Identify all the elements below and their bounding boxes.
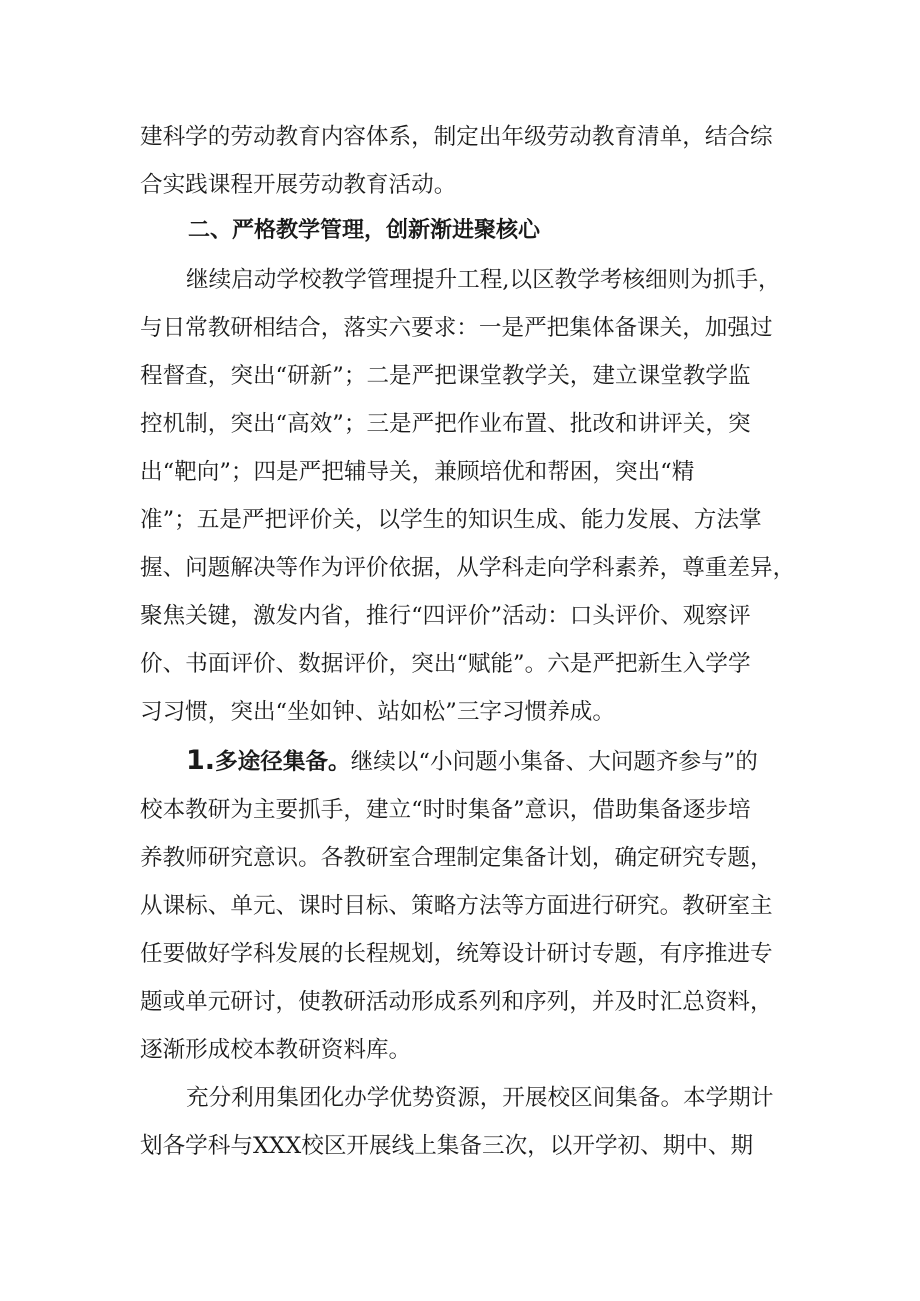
text-line: 程督查，突出“研新”；二是严把课堂教学关，建立课堂教学监 <box>140 363 751 389</box>
text-line: 逐渐形成校本教研资料库。 <box>140 1037 412 1063</box>
item-title: 多途径集备。 <box>215 749 351 775</box>
item-first-line <box>186 746 758 776</box>
text-line: 价、书面评价、数据评价，突出“赋能”。六是严把新生入学学 <box>140 651 751 677</box>
text-line: 与日常教研相结合，落实六要求：一是严把集体备课关，加强过 <box>140 315 773 341</box>
text-line: 握、问题解决等作为评价依据，从学科走向学科素养，尊重差异， <box>140 555 796 581</box>
text-line: 从课标、单元、课时目标、策略方法等方面进行研究。教研室主 <box>140 893 773 919</box>
text-line: 习习惯，突出“坐如钟、站如松”三字习惯养成。 <box>140 699 615 725</box>
text-line: 合实践课程开展劳动教育活动。 <box>140 172 457 198</box>
text-line: 继续启动学校教学管理提升工程,以区教学考核细则为抓手， <box>186 267 781 293</box>
text-line: 聚焦关键，激发内省，推行“四评价”活动：口头评价、观察评 <box>140 603 751 629</box>
text-line: 出“靶向”；四是严把辅导关，兼顾培优和帮困，突出“精 <box>140 459 695 485</box>
text-line: 校本教研为主要抓手，建立“时时集备”意识，借助集备逐步培 <box>140 797 751 823</box>
text-line: 充分利用集团化办学优势资源，开展校区间集备。本学期计 <box>186 1085 774 1111</box>
item-number: 1. <box>186 745 216 776</box>
text-line: 养教师研究意识。各教研室合理制定集备计划，确定研究专题， <box>140 845 773 871</box>
text-line: 控机制，突出“高效”；三是严把作业布置、批改和讲评关，突 <box>140 411 751 437</box>
text-line: 准”；五是严把评价关，以学生的知识生成、能力发展、方法掌 <box>140 507 762 533</box>
text-line: 任要做好学科发展的长程规划，统筹设计研讨专题，有序推进专 <box>140 941 773 967</box>
text-line: 题或单元研讨，使教研活动形成系列和序列，并及时汇总资料， <box>140 989 773 1015</box>
item-lead-text: 继续以“小问题小集备、大问题齐参与”的 <box>350 749 758 775</box>
section-heading: 二、严格教学管理，创新渐进聚核心 <box>188 218 541 243</box>
text-line: 建科学的劳动教育内容体系，制定出年级劳动教育清单，结合综 <box>140 124 773 150</box>
text-line: 划各学科与XXX校区开展线上集备三次，以开学初、期中、期 <box>140 1133 754 1159</box>
